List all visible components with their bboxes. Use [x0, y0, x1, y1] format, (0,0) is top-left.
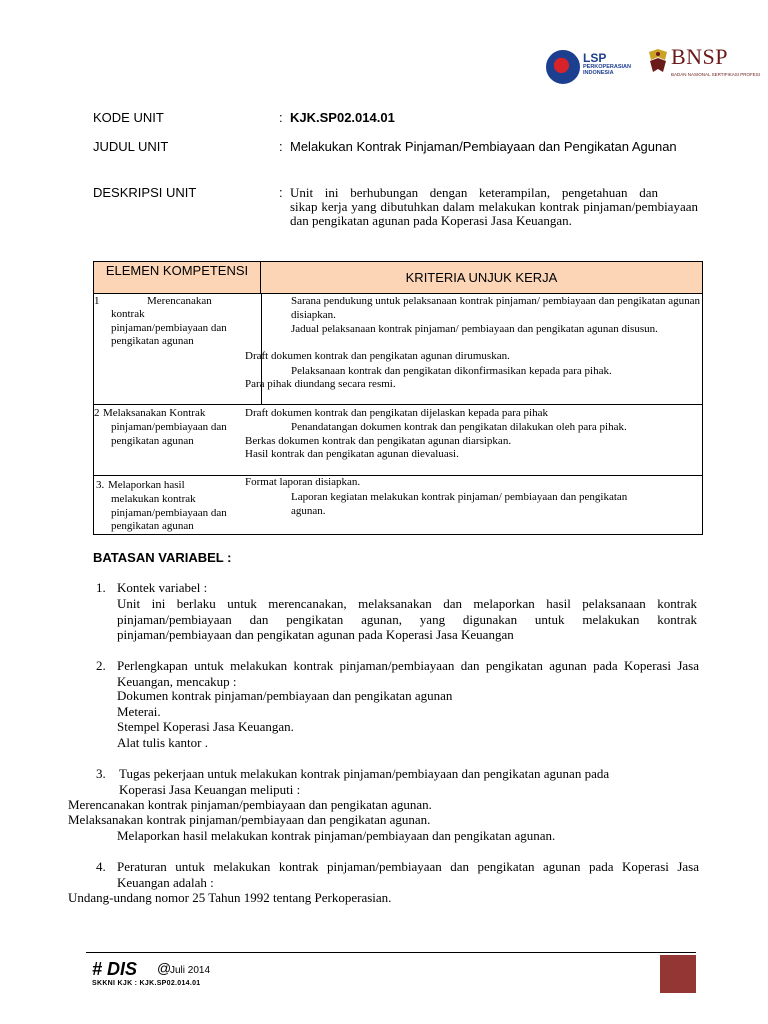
deskripsi-unit-value [290, 186, 698, 228]
batasan-item-heading: Tugas pekerjaan untuk melakukan kontrak pinjaman/pembiayaan dan pengikatan agunan pada Koperasi Jasa Keuangan meliputi : [119, 766, 610, 797]
batasan-list-item: Merencanakan kontrak pinjaman/pembiayaan dan pengikatan agunan. [68, 797, 432, 812]
batasan-item-heading: Perlengkapan untuk melakukan kontrak pinjaman/pembiayaan dan pengikatan agunan pada Koperasi Jasa Keuangan, mencakup : [117, 658, 699, 689]
element-number: 1 [94, 295, 100, 307]
row-divider [94, 404, 702, 405]
batasan-list-item: Undang-undang nomor 25 Tahun 1992 tentang Perkoperasian. [68, 890, 392, 905]
element-title-rest: kontrak pinjaman/pembiayaan dan pengikatan agunan [111, 308, 227, 347]
batasan-list-item: Melaksanakan kontrak pinjaman/pembiayaan dan pengikatan agunan. [68, 812, 431, 827]
batasan-list-item: Stempel Koperasi Jasa Keuangan. [117, 719, 294, 734]
judul-unit-colon: : [279, 139, 283, 154]
batasan-item-number: 4. [96, 859, 106, 874]
footer-brand: # DIS [92, 959, 138, 979]
header-kriteria-unjuk-kerja: KRITERIA UNJUK KERJA [405, 270, 558, 285]
lsp-logo [546, 48, 636, 84]
bnsp-emblem-icon [646, 48, 670, 74]
deskripsi-line1: Unit ini berhubungan dengan keterampilan, pengetahuan dan [290, 185, 658, 200]
bnsp-logo [646, 44, 761, 80]
criteria-item: Berkas dokumen kontrak dan pengikatan agunan diarsipkan. [245, 435, 512, 447]
kode-unit-value: KJK.SP02.014.01 [290, 110, 395, 125]
footer-date: Juli 2014 [170, 965, 211, 976]
element-number: 3. [96, 479, 105, 491]
deskripsi-rest: sikap kerja yang dibutuhkan dalam melakukan kontrak pinjaman/pembiayaan dan pengikatan agunan pada Koperasi Jasa Keuangan. [290, 199, 698, 228]
batasan-item-number: 2. [96, 658, 106, 673]
deskripsi-unit-label: DESKRIPSI UNIT [93, 185, 197, 200]
criteria-item: Format laporan disiapkan. [245, 476, 361, 488]
criteria-item: Draft dokumen kontrak dan pengikatan dijelaskan kepada para pihak [245, 407, 548, 419]
table-header-row [94, 262, 702, 294]
lsp-logo-line2: INDONESIA [583, 70, 614, 76]
lsp-logo-text [583, 52, 631, 76]
footer-document-code: SKKNI KJK : KJK.SP02.014.01 [92, 980, 201, 987]
row-divider [94, 475, 702, 476]
element-number: 2 [94, 407, 100, 419]
batasan-list-item: Melaporkan hasil melakukan kontrak pinjaman/pembiayaan dan pengikatan agunan. [117, 828, 556, 843]
footer-at-symbol: @ [157, 960, 172, 976]
batasan-item-body: Unit ini berlaku untuk merencanakan, melaksanakan dan melaporkan hasil pelaksanaan kontrak pinjaman/pembiayaan dan pengikatan agunan, yang digunakan untuk melakukan kontrak pinjaman/pembiayaan dan pengikatan agunan pada Koperasi Jasa Keuangan [117, 596, 697, 642]
kode-unit-colon: : [279, 110, 283, 125]
element-title-first: Melaksanakan Kontrak [103, 407, 206, 419]
batasan-list-item: Dokumen kontrak pinjaman/pembiayaan dan pengikatan agunan [117, 688, 453, 703]
lsp-globe-icon [546, 50, 580, 84]
element-title-rest: pinjaman/pembiayaan dan pengikatan agunan [111, 421, 227, 447]
kode-unit-label: KODE UNIT [93, 110, 164, 125]
judul-unit-value: Melakukan Kontrak Pinjaman/Pembiayaan dan Pengikatan Agunan [290, 139, 677, 154]
criteria-item: Penandatangan dokumen kontrak dan pengikatan dilakukan oleh para pihak. [291, 421, 627, 433]
element-title-rest: melakukan kontrak pinjaman/pembiayaan dan pengikatan agunan [111, 493, 227, 532]
lsp-logo-main: LSP [583, 51, 607, 65]
criteria-item: Sarana pendukung untuk pelaksanaan kontrak pinjaman/ pembiayaan dan pengikatan agunan disiapkan. [291, 295, 701, 321]
footer-accent-block [660, 955, 696, 993]
competency-table [93, 261, 703, 535]
criteria-item: Pelaksanaan kontrak dan pengikatan dikonfirmasikan kepada para pihak. [291, 365, 612, 377]
deskripsi-unit-colon: : [279, 185, 283, 200]
batasan-variabel-title: BATASAN VARIABEL : [93, 550, 232, 565]
judul-unit-label: JUDUL UNIT [93, 139, 169, 154]
criteria-item: Draft dokumen kontrak dan pengikatan agunan dirumuskan. [245, 350, 510, 362]
batasan-item-number: 1. [96, 580, 106, 595]
batasan-item-heading: Peraturan untuk melakukan kontrak pinjaman/pembiayaan dan pengikatan agunan pada Koperasi Jasa Keuangan adalah : [117, 859, 699, 890]
bnsp-logo-main: BNSP [671, 44, 729, 69]
bnsp-logo-sub: BADAN NASIONAL SERTIFIKASI PROFESI [671, 72, 761, 77]
criteria-item: Para pihak diundang secara resmi. [245, 378, 396, 390]
batasan-item-heading: Kontek variabel : [117, 580, 208, 595]
criteria-item: Hasil kontrak dan pengikatan agunan dievaluasi. [245, 448, 459, 460]
footer-divider [86, 952, 696, 953]
header-elemen-kompetensi: ELEMEN KOMPETENSI [94, 262, 261, 294]
criteria-item: Jadual pelaksanaan kontrak pinjaman/ pembiayaan dan pengikatan agunan disusun. [291, 323, 658, 335]
batasan-list-item: Meterai. [117, 704, 161, 719]
batasan-list-item: Alat tulis kantor . [117, 735, 208, 750]
batasan-item-number: 3. [96, 766, 106, 781]
element-title-first: Merencanakan [147, 295, 212, 307]
lsp-logo-line1: PERKOPERASIAN [583, 64, 631, 70]
element-title-first: Melaporkan hasil [108, 479, 185, 491]
criteria-item: Laporan kegiatan melakukan kontrak pinjaman/ pembiayaan dan pengikatan agunan. [291, 491, 628, 517]
